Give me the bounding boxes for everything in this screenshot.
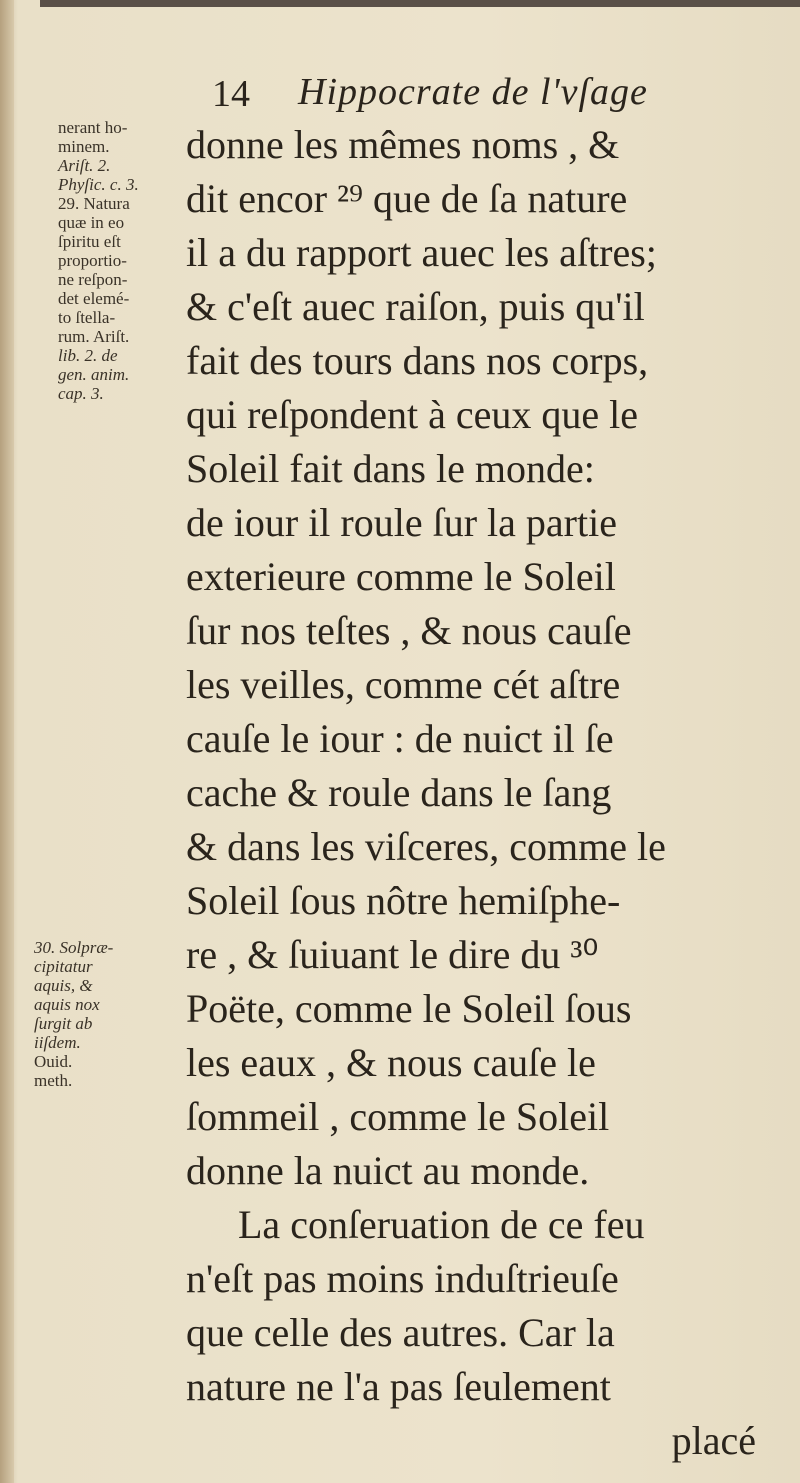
text-line: de iour il roule ſur la partie <box>186 500 617 545</box>
margin-note-line: aquis nox <box>34 995 100 1014</box>
margin-note-line: 29. Natura <box>58 194 130 213</box>
margin-note-line: ſpiritu eſt <box>58 232 121 251</box>
page-binding-edge <box>0 0 14 1483</box>
text-line: qui reſpondent à ceux que le <box>186 392 639 437</box>
text-line: Soleil ſous nôtre hemiſphe- <box>186 878 621 923</box>
text-line: cache & roule dans le ſang <box>186 770 612 815</box>
margin-note-line: Phyſic. c. 3. <box>58 175 139 194</box>
text-line: ſur nos teſtes , & nous cauſe <box>186 608 632 653</box>
margin-note-line: ſurgit ab <box>34 1014 93 1033</box>
text-line: que celle des autres. Car la <box>186 1310 615 1355</box>
margin-note-line: 30. Solpræ- <box>34 938 114 957</box>
margin-note-line: ne reſpon- <box>58 270 128 289</box>
text-line: les eaux , & nous cauſe le <box>186 1040 596 1085</box>
text-line: les veilles, comme cét aſtre <box>186 662 621 707</box>
margin-note-line: Ouid. <box>34 1052 73 1071</box>
margin-note-line: meth. <box>34 1071 73 1090</box>
text-line: re , & ſuiuant le dire du ³⁰ <box>186 932 599 977</box>
margin-note-references-30 <box>34 938 174 1090</box>
margin-note-line: det elemé- <box>58 289 130 308</box>
text-line: & c'eſt auec raiſon, puis qu'il <box>186 284 645 329</box>
margin-note-line: Ariſt. 2. <box>58 156 111 175</box>
margin-note-line: proportio- <box>58 251 127 270</box>
margin-note-line: quæ in eo <box>58 213 125 232</box>
text-line: donne les mêmes noms , & <box>186 122 620 167</box>
text-line: Poëte, comme le Soleil ſous <box>186 986 632 1031</box>
text-line: fait des tours dans nos corps, <box>186 338 649 383</box>
text-line: & dans les viſceres, comme le <box>186 824 666 869</box>
text-line: donne la nuict au monde. <box>186 1148 590 1193</box>
margin-note-references-29 <box>58 118 188 403</box>
catch-word: placé <box>671 1418 756 1463</box>
text-line: Soleil fait dans le monde: <box>186 446 595 491</box>
margin-note-line: minem. <box>58 137 110 156</box>
text-line: exterieure comme le Soleil <box>186 554 616 599</box>
margin-note-line: aquis, & <box>34 976 93 995</box>
text-line: nature ne l'a pas ſeulement <box>186 1364 611 1409</box>
margin-note-line: cap. 3. <box>58 384 104 403</box>
page-number: 14 <box>212 73 250 115</box>
text-line: dit encor ²⁹ que de ſa nature <box>186 176 628 221</box>
margin-note-line: rum. Ariſt. <box>58 327 130 346</box>
margin-note-line: lib. 2. de <box>58 346 118 365</box>
margin-note-line: to ſtella- <box>58 308 116 327</box>
running-title: Hippocrate de l'vſage <box>298 71 648 113</box>
text-line: cauſe le iour : de nuict il ſe <box>186 716 614 761</box>
margin-note-line: cipitatur <box>34 957 93 976</box>
margin-note-line: iiſdem. <box>34 1033 81 1052</box>
text-line: il a du rapport auec les aſtres; <box>186 230 657 275</box>
text-line: ſommeil , comme le Soleil <box>186 1094 610 1139</box>
page-top-edge <box>40 0 800 7</box>
body-text <box>186 118 776 1468</box>
page-header <box>212 66 772 122</box>
margin-note-line: nerant ho- <box>58 118 128 137</box>
text-line: n'eſt pas moins induſtrieuſe <box>186 1256 619 1301</box>
paragraph-start-line: La conſeruation de ce feu <box>238 1202 645 1247</box>
margin-note-line: gen. anim. <box>58 365 130 384</box>
